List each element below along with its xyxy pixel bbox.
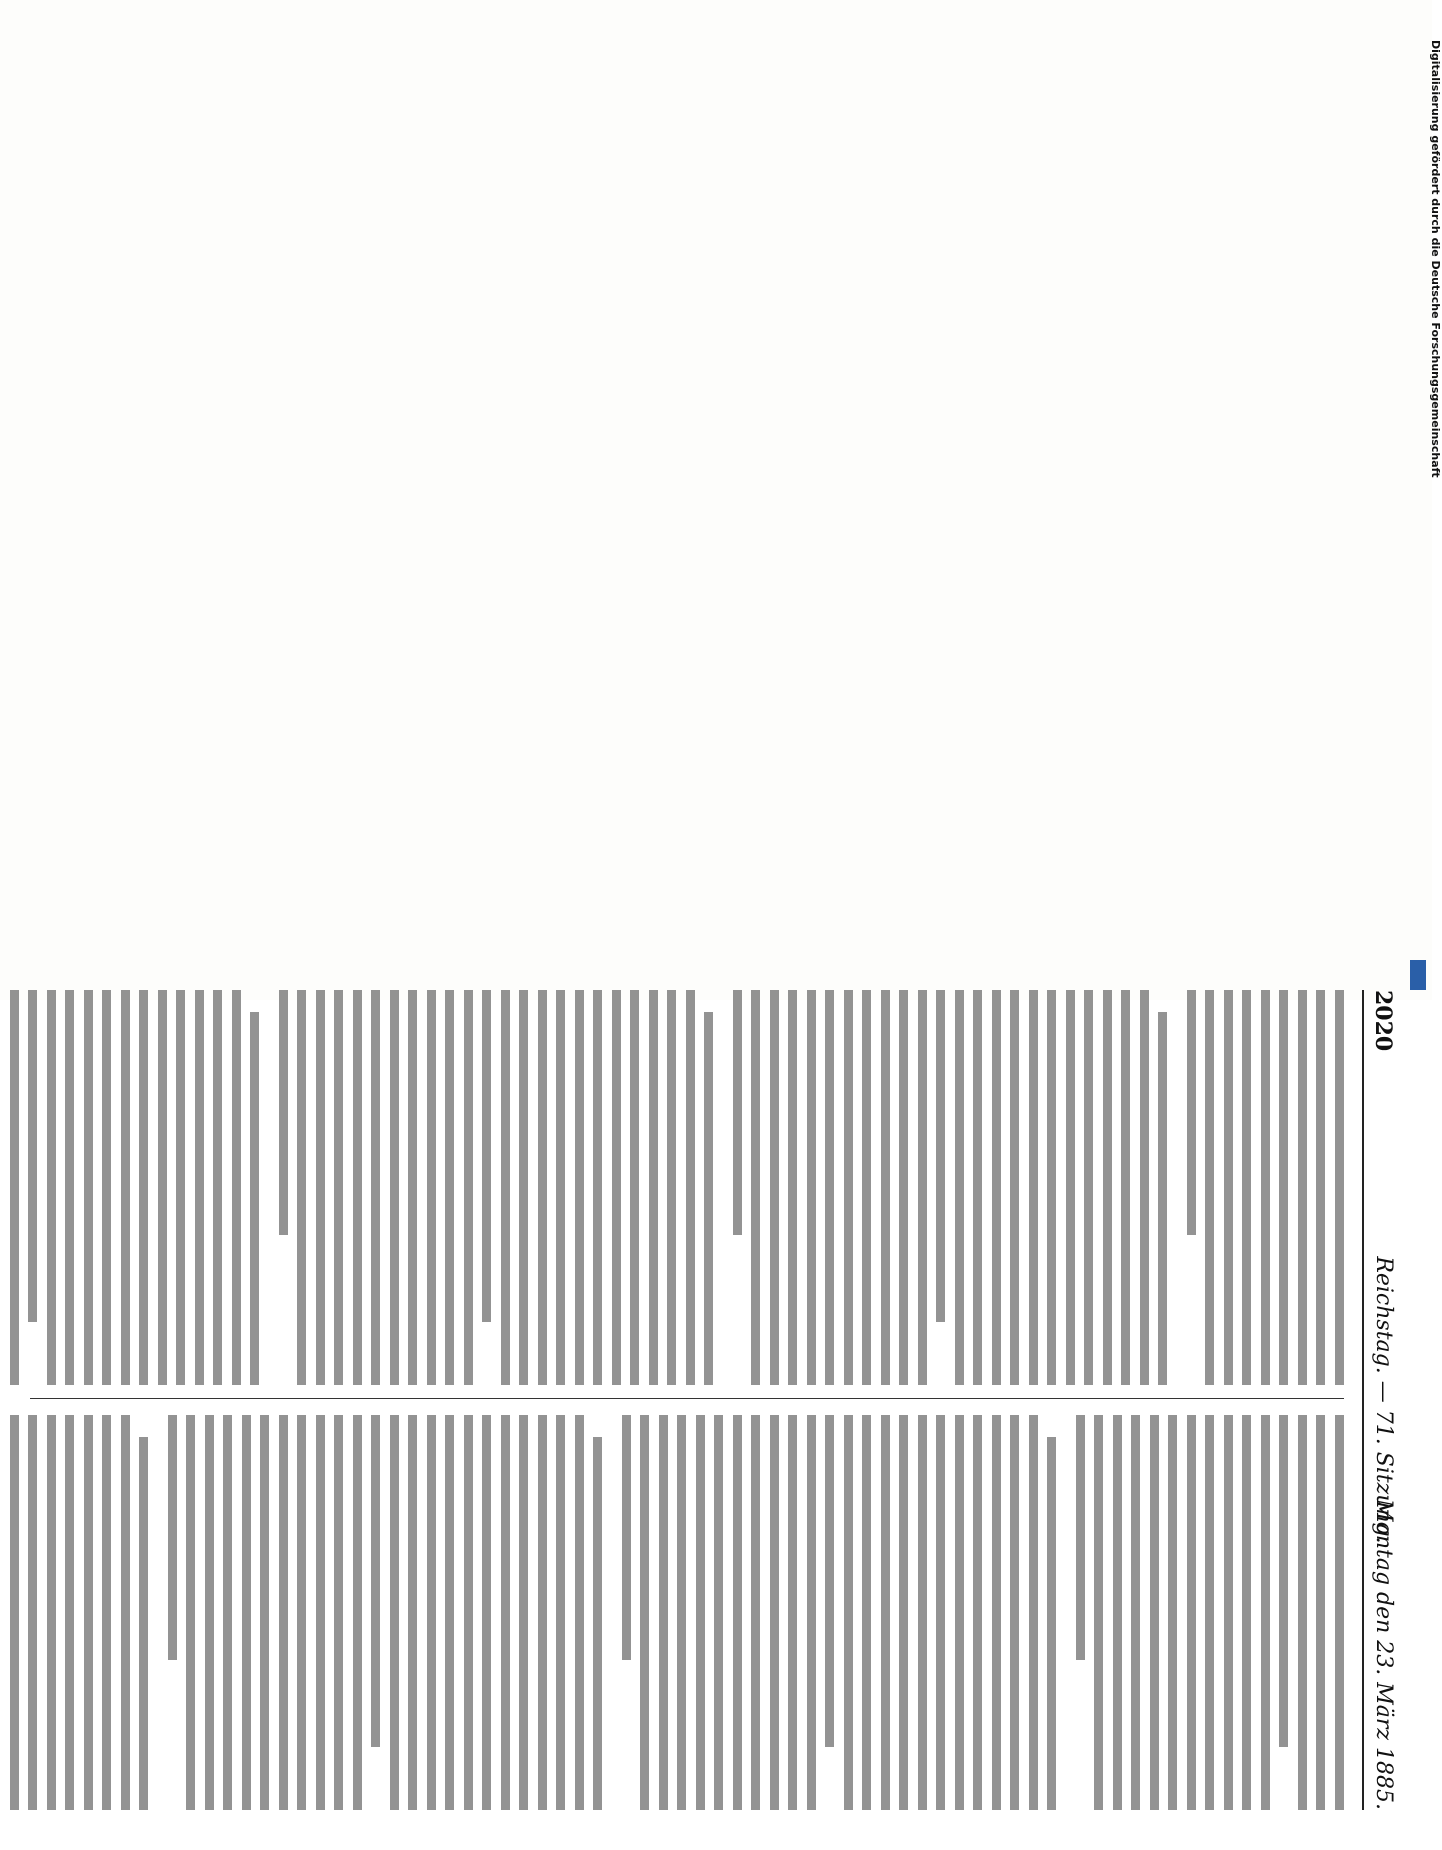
text-line-placeholder — [1169, 1415, 1178, 1810]
text-line-placeholder — [298, 990, 307, 1385]
text-column-right — [30, 1415, 1344, 1810]
text-line-placeholder — [232, 990, 241, 1385]
text-line-placeholder — [103, 990, 112, 1385]
text-line-placeholder — [1085, 990, 1094, 1385]
text-line-placeholder — [538, 990, 547, 1385]
text-line-placeholder — [649, 990, 658, 1385]
text-line-placeholder — [1224, 990, 1233, 1385]
text-line-placeholder — [520, 990, 529, 1385]
text-line-placeholder — [427, 1415, 436, 1810]
running-header — [1362, 990, 1404, 1810]
text-line-placeholder — [446, 990, 455, 1385]
text-line-placeholder — [668, 990, 677, 1385]
text-line-placeholder — [390, 990, 399, 1385]
text-line-placeholder — [641, 1415, 650, 1810]
dfg-logo-icon — [1410, 960, 1426, 990]
text-line-placeholder — [195, 990, 204, 1385]
text-line-placeholder — [715, 1415, 724, 1810]
text-line-placeholder — [214, 990, 223, 1385]
text-line-placeholder — [84, 1415, 93, 1810]
text-line-placeholder — [224, 1415, 233, 1810]
text-line-placeholder — [1029, 1415, 1038, 1810]
text-line-placeholder — [0, 1415, 1, 1810]
text-line-placeholder — [844, 990, 853, 1385]
text-line-placeholder — [594, 1437, 603, 1810]
newspaper-page — [0, 950, 1432, 1850]
text-line-placeholder — [353, 1415, 362, 1810]
text-line-placeholder — [863, 990, 872, 1385]
text-line-placeholder — [863, 1415, 872, 1810]
text-line-placeholder — [10, 1415, 19, 1810]
text-line-placeholder — [335, 1415, 344, 1810]
text-line-placeholder — [446, 1415, 455, 1810]
text-line-placeholder — [937, 1415, 946, 1810]
text-line-placeholder — [1168, 990, 1178, 1385]
text-line-placeholder — [807, 990, 816, 1385]
text-line-placeholder — [789, 990, 798, 1385]
text-line-placeholder — [1261, 1415, 1270, 1810]
text-line-placeholder — [770, 990, 779, 1385]
text-line-placeholder — [807, 1415, 816, 1810]
text-line-placeholder — [483, 990, 492, 1322]
text-line-placeholder — [316, 1415, 325, 1810]
text-line-placeholder — [752, 990, 761, 1385]
text-line-placeholder — [1011, 1415, 1020, 1810]
text-line-placeholder — [1187, 990, 1196, 1235]
text-line-placeholder — [1243, 990, 1252, 1385]
text-line-placeholder — [678, 1415, 687, 1810]
text-line-placeholder — [1335, 990, 1344, 1385]
text-line-placeholder — [501, 990, 510, 1385]
text-line-placeholder — [47, 1415, 56, 1810]
text-line-placeholder — [205, 1415, 214, 1810]
text-line-placeholder — [696, 1415, 705, 1810]
text-line-placeholder — [168, 1415, 177, 1660]
text-line-placeholder — [752, 1415, 761, 1810]
text-line-placeholder — [1243, 1415, 1252, 1810]
text-line-placeholder — [881, 990, 890, 1385]
digitization-credit — [1406, 40, 1442, 990]
text-line-placeholder — [659, 1415, 668, 1810]
text-line-placeholder — [1113, 1415, 1122, 1810]
text-line-placeholder — [1048, 990, 1057, 1385]
text-line-placeholder — [603, 1415, 613, 1810]
text-line-placeholder — [955, 1415, 964, 1810]
text-line-placeholder — [520, 1415, 529, 1810]
text-line-placeholder — [955, 990, 964, 1385]
text-line-placeholder — [483, 1415, 492, 1810]
text-line-placeholder — [29, 990, 38, 1322]
text-line-placeholder — [316, 990, 325, 1385]
text-line-placeholder — [242, 1415, 251, 1810]
text-line-placeholder — [158, 990, 167, 1385]
text-line-placeholder — [177, 990, 186, 1385]
text-line-placeholder — [881, 1415, 890, 1810]
text-line-placeholder — [789, 1415, 798, 1810]
text-line-placeholder — [66, 1415, 75, 1810]
text-line-placeholder — [140, 1437, 149, 1810]
text-line-placeholder — [705, 1012, 714, 1385]
text-line-placeholder — [103, 1415, 112, 1810]
text-line-placeholder — [261, 1415, 270, 1810]
text-line-placeholder — [140, 990, 149, 1385]
text-line-placeholder — [501, 1415, 510, 1810]
text-line-placeholder — [1132, 1415, 1141, 1810]
text-line-placeholder — [1206, 1415, 1215, 1810]
text-line-placeholder — [974, 1415, 983, 1810]
text-line-placeholder — [1095, 1415, 1104, 1810]
text-line-placeholder — [918, 990, 927, 1385]
text-line-placeholder — [1076, 1415, 1085, 1660]
text-column-left — [30, 990, 1344, 1385]
text-line-placeholder — [1261, 990, 1270, 1385]
text-line-placeholder — [1317, 1415, 1326, 1810]
text-line-placeholder — [353, 990, 362, 1385]
text-line-placeholder — [1122, 990, 1131, 1385]
text-line-placeholder — [29, 1415, 38, 1810]
text-line-placeholder — [575, 990, 584, 1385]
text-line-placeholder — [149, 1415, 159, 1810]
text-line-placeholder — [918, 1415, 927, 1810]
text-line-placeholder — [279, 990, 288, 1235]
text-line-placeholder — [298, 1415, 307, 1810]
text-line-placeholder — [1298, 1415, 1307, 1810]
text-line-placeholder — [575, 1415, 584, 1810]
text-line-placeholder — [900, 1415, 909, 1810]
text-line-placeholder — [1066, 990, 1075, 1385]
text-line-placeholder — [279, 1415, 288, 1810]
text-line-placeholder — [1298, 990, 1307, 1385]
text-line-placeholder — [1057, 1415, 1067, 1810]
text-line-placeholder — [335, 990, 344, 1385]
text-line-placeholder — [1317, 990, 1326, 1385]
text-line-placeholder — [557, 1415, 566, 1810]
text-line-placeholder — [1224, 1415, 1233, 1810]
text-line-placeholder — [900, 990, 909, 1385]
text-line-placeholder — [464, 990, 473, 1385]
text-line-placeholder — [844, 1415, 853, 1810]
text-line-placeholder — [826, 1415, 835, 1747]
text-line-placeholder — [733, 990, 742, 1235]
text-line-placeholder — [1280, 990, 1289, 1385]
text-line-placeholder — [84, 990, 93, 1385]
digitization-credit-text: Digitalisierung gefördert durch die Deutsche Forschungsgemeinschaft — [1429, 40, 1442, 478]
text-line-placeholder — [826, 990, 835, 1385]
text-line-placeholder — [1187, 1415, 1196, 1810]
text-line-placeholder — [974, 990, 983, 1385]
text-line-placeholder — [1280, 1415, 1289, 1747]
column-divider — [30, 1398, 1344, 1399]
text-line-placeholder — [187, 1415, 196, 1810]
text-line-placeholder — [1048, 1437, 1057, 1810]
text-line-placeholder — [1206, 990, 1215, 1385]
text-line-placeholder — [260, 990, 270, 1385]
session-date: Montag den 23. März 1885. — [1371, 1499, 1396, 1810]
text-line-placeholder — [121, 1415, 130, 1810]
text-line-placeholder — [10, 990, 19, 1385]
text-line-placeholder — [1159, 1012, 1168, 1385]
text-line-placeholder — [1029, 990, 1038, 1385]
text-line-placeholder — [538, 1415, 547, 1810]
page-number: 2020 — [1370, 990, 1396, 1052]
text-line-placeholder — [733, 1415, 742, 1810]
text-line-placeholder — [372, 990, 381, 1385]
text-line-placeholder — [66, 990, 75, 1385]
text-line-placeholder — [427, 990, 436, 1385]
session-title: Reichstag. — 71. Sitzung. — [1371, 1256, 1396, 1544]
text-line-placeholder — [631, 990, 640, 1385]
text-line-placeholder — [612, 990, 621, 1385]
text-line-placeholder — [714, 990, 724, 1385]
text-line-placeholder — [1150, 1415, 1159, 1810]
text-line-placeholder — [0, 990, 1, 1385]
text-line-placeholder — [1103, 990, 1112, 1385]
text-line-placeholder — [594, 990, 603, 1385]
text-line-placeholder — [390, 1415, 399, 1810]
text-line-placeholder — [770, 1415, 779, 1810]
text-line-placeholder — [121, 990, 130, 1385]
text-line-placeholder — [686, 990, 695, 1385]
text-line-placeholder — [1011, 990, 1020, 1385]
text-line-placeholder — [409, 1415, 418, 1810]
text-line-placeholder — [251, 1012, 260, 1385]
text-line-placeholder — [1140, 990, 1149, 1385]
text-line-placeholder — [409, 990, 418, 1385]
text-line-placeholder — [937, 990, 946, 1322]
text-line-placeholder — [557, 990, 566, 1385]
text-line-placeholder — [992, 1415, 1001, 1810]
text-line-placeholder — [372, 1415, 381, 1747]
text-line-placeholder — [622, 1415, 631, 1660]
text-line-placeholder — [992, 990, 1001, 1385]
text-line-placeholder — [464, 1415, 473, 1810]
text-line-placeholder — [47, 990, 56, 1385]
text-line-placeholder — [1335, 1415, 1344, 1810]
